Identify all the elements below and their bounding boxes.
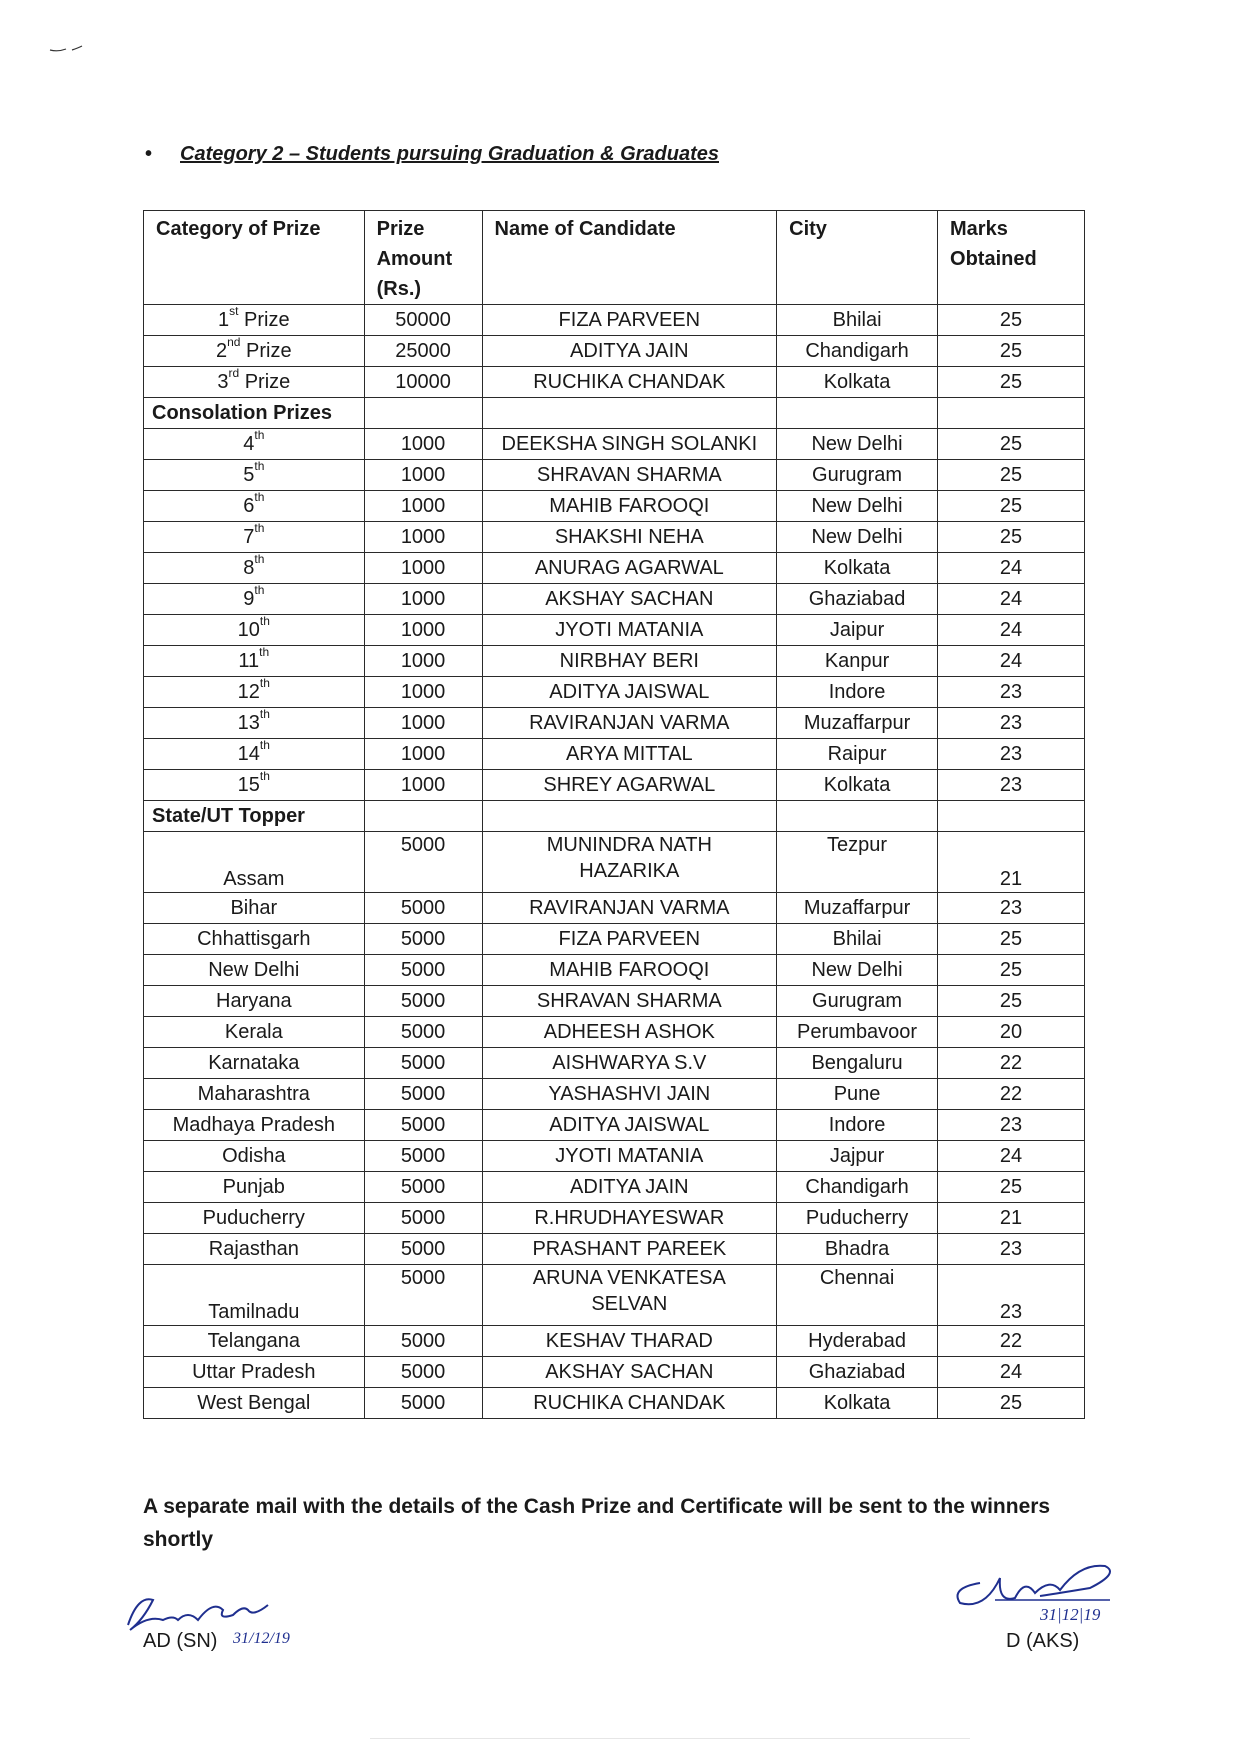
state-name: Chhattisgarh [144, 924, 365, 955]
prize-amount: 5000 [364, 1357, 482, 1388]
table-row [144, 708, 1085, 739]
prize-rank [144, 739, 365, 770]
rank-number: 13 [237, 712, 260, 734]
prize-rank [144, 522, 365, 553]
prize-amount: 1000 [364, 584, 482, 615]
prize-rank [144, 460, 365, 491]
candidate-name [482, 832, 777, 893]
prize-rank [144, 336, 365, 367]
candidate-name-line: SELVAN [591, 1293, 668, 1315]
candidate-name: SHRAVAN SHARMA [482, 986, 777, 1017]
marks: 20 [938, 1017, 1085, 1048]
rank-number: 4 [243, 433, 255, 455]
signature-right-label: D (AKS) [1006, 1630, 1080, 1652]
table-row [144, 739, 1085, 770]
state-name: Madhaya Pradesh [144, 1110, 365, 1141]
marks: 24 [938, 1357, 1085, 1388]
closing-note: A separate mail with the details of the Cash Prize and Certificate will be sent to the winners shortly [143, 1495, 1051, 1551]
candidate-name: MAHIB FAROOQI [482, 955, 777, 986]
candidate-name: SHRAVAN SHARMA [482, 460, 777, 491]
marks: 25 [938, 1388, 1085, 1419]
empty-cell [482, 801, 777, 832]
candidate-name: AISHWARYA S.V [482, 1048, 777, 1079]
city: Kolkata [777, 770, 938, 801]
candidate-name: ARYA MITTAL [482, 739, 777, 770]
city: Tezpur [777, 832, 938, 893]
table-row [144, 584, 1085, 615]
prize-amount: 5000 [364, 1110, 482, 1141]
table-body [144, 305, 1085, 1419]
prize-rank [144, 367, 365, 398]
city: Bhadra [777, 1234, 938, 1265]
prize-table [143, 210, 1085, 1419]
state-name: Uttar Pradesh [144, 1357, 365, 1388]
table-row [144, 460, 1085, 491]
city: New Delhi [777, 429, 938, 460]
state-name: Punjab [144, 1172, 365, 1203]
prize-amount: 50000 [364, 305, 482, 336]
rank-number: 3 [217, 371, 229, 393]
prize-rank [144, 708, 365, 739]
heading-text: Category 2 – Students pursuing Graduation & Graduates [180, 143, 719, 165]
table-row [144, 305, 1085, 336]
city: Gurugram [777, 986, 938, 1017]
section-label: State/UT Topper [144, 801, 365, 832]
marks: 25 [938, 986, 1085, 1017]
rank-suffix: th [259, 645, 270, 660]
rank-suffix: th [259, 614, 270, 629]
prize-amount: 5000 [364, 1079, 482, 1110]
marks: 23 [938, 1265, 1085, 1326]
signature-right [940, 1548, 1140, 1628]
rank-number: 11 [238, 650, 260, 672]
city: Puducherry [777, 1203, 938, 1234]
empty-cell [777, 398, 938, 429]
rank-suffix: th [259, 707, 270, 722]
marks: 25 [938, 460, 1085, 491]
table-row [144, 1048, 1085, 1079]
state-name: Telangana [144, 1326, 365, 1357]
prize-amount: 1000 [364, 677, 482, 708]
state-name: Odisha [144, 1141, 365, 1172]
city: New Delhi [777, 522, 938, 553]
city: New Delhi [777, 491, 938, 522]
marks: 25 [938, 367, 1085, 398]
candidate-name-line: HAZARIKA [579, 860, 680, 882]
state-name: Assam [144, 832, 365, 893]
rank-number: 6 [243, 495, 255, 517]
marks: 23 [938, 1234, 1085, 1265]
marks: 25 [938, 924, 1085, 955]
table-row [144, 832, 1085, 893]
candidate-name: RAVIRANJAN VARMA [482, 893, 777, 924]
prize-rank [144, 770, 365, 801]
candidate-name: DEEKSHA SINGH SOLANKI [482, 429, 777, 460]
rank-suffix: th [254, 428, 265, 443]
candidate-name: SHREY AGARWAL [482, 770, 777, 801]
state-header-row [144, 801, 1085, 832]
table-row [144, 336, 1085, 367]
city: Jajpur [777, 1141, 938, 1172]
table-row [144, 924, 1085, 955]
prize-rank [144, 491, 365, 522]
bullet: • [145, 143, 153, 165]
header-name: Name of Candidate [482, 211, 777, 305]
candidate-name: ANURAG AGARWAL [482, 553, 777, 584]
candidate-name-line: MUNINDRA NATH [546, 834, 712, 856]
city: Ghaziabad [777, 1357, 938, 1388]
table-row [144, 1388, 1085, 1419]
rank-number: 7 [243, 526, 255, 548]
rank-suffix: th [259, 676, 270, 691]
marks: 23 [938, 739, 1085, 770]
rank-suffix: th [254, 552, 265, 567]
rank-number: 9 [243, 588, 255, 610]
prize-amount: 1000 [364, 460, 482, 491]
candidate-name: RUCHIKA CHANDAK [482, 367, 777, 398]
state-name: Puducherry [144, 1203, 365, 1234]
marks: 21 [938, 832, 1085, 893]
state-name: Karnataka [144, 1048, 365, 1079]
candidate-name: SHAKSHI NEHA [482, 522, 777, 553]
rank-suffix: th [259, 769, 270, 784]
marks: 21 [938, 1203, 1085, 1234]
candidate-name: NIRBHAY BERI [482, 646, 777, 677]
prize-amount: 5000 [364, 1203, 482, 1234]
header-category: Category of Prize [144, 211, 365, 305]
prize-amount: 5000 [364, 1048, 482, 1079]
rank-label: Prize [239, 371, 291, 393]
prize-rank [144, 646, 365, 677]
marks: 23 [938, 677, 1085, 708]
prize-rank [144, 677, 365, 708]
table-row [144, 1357, 1085, 1388]
marks: 25 [938, 955, 1085, 986]
city: Indore [777, 1110, 938, 1141]
prize-amount: 1000 [364, 491, 482, 522]
city: Chandigarh [777, 1172, 938, 1203]
empty-cell [938, 398, 1085, 429]
rank-suffix: th [259, 738, 270, 753]
city: Perumbavoor [777, 1017, 938, 1048]
prize-amount: 5000 [364, 955, 482, 986]
rank-suffix: st [229, 304, 239, 319]
marks: 25 [938, 522, 1085, 553]
marks: 25 [938, 491, 1085, 522]
rank-suffix: th [254, 583, 265, 598]
prize-amount: 1000 [364, 553, 482, 584]
candidate-name: FIZA PARVEEN [482, 924, 777, 955]
marks: 22 [938, 1079, 1085, 1110]
rank-number: 10 [237, 619, 260, 641]
city: Bhilai [777, 305, 938, 336]
empty-cell [482, 398, 777, 429]
empty-cell [364, 398, 482, 429]
section-label: Consolation Prizes [144, 398, 365, 429]
candidate-name: JYOTI MATANIA [482, 1141, 777, 1172]
candidate-name: RUCHIKA CHANDAK [482, 1388, 777, 1419]
rank-number: 14 [237, 743, 260, 765]
city: Chennai [777, 1265, 938, 1326]
state-name: Rajasthan [144, 1234, 365, 1265]
city: New Delhi [777, 955, 938, 986]
prize-amount: 5000 [364, 1172, 482, 1203]
city: Gurugram [777, 460, 938, 491]
rank-number: 1 [218, 309, 230, 331]
rank-number: 12 [237, 681, 260, 703]
rank-number: 15 [237, 774, 260, 796]
table-row [144, 615, 1085, 646]
candidate-name: RAVIRANJAN VARMA [482, 708, 777, 739]
candidate-name-line: ARUNA VENKATESA [532, 1267, 726, 1289]
prize-amount: 5000 [364, 1388, 482, 1419]
rank-suffix: th [254, 459, 265, 474]
prize-amount: 1000 [364, 615, 482, 646]
table-row [144, 893, 1085, 924]
table-row [144, 1017, 1085, 1048]
table-row [144, 1326, 1085, 1357]
table-row [144, 1265, 1085, 1326]
city: Chandigarh [777, 336, 938, 367]
candidate-name: KESHAV THARAD [482, 1326, 777, 1357]
candidate-name: AKSHAY SACHAN [482, 1357, 777, 1388]
prize-amount: 1000 [364, 739, 482, 770]
state-name: Haryana [144, 986, 365, 1017]
consolation-header-row [144, 398, 1085, 429]
candidate-name: JYOTI MATANIA [482, 615, 777, 646]
marks: 25 [938, 336, 1085, 367]
header-row [144, 211, 1085, 305]
city: Muzaffarpur [777, 708, 938, 739]
city: Bhilai [777, 924, 938, 955]
header-amount: Prize Amount (Rs.) [364, 211, 482, 305]
marks: 24 [938, 1141, 1085, 1172]
marks: 24 [938, 646, 1085, 677]
candidate-name: ADITYA JAISWAL [482, 1110, 777, 1141]
table-row [144, 1141, 1085, 1172]
state-name: Maharashtra [144, 1079, 365, 1110]
prize-amount: 10000 [364, 367, 482, 398]
candidate-name: ADITYA JAIN [482, 1172, 777, 1203]
marks: 23 [938, 893, 1085, 924]
city: Raipur [777, 739, 938, 770]
header-city: City [777, 211, 938, 305]
prize-amount: 1000 [364, 429, 482, 460]
prize-amount: 1000 [364, 646, 482, 677]
city: Kolkata [777, 367, 938, 398]
table-row [144, 522, 1085, 553]
rank-label: Prize [240, 340, 292, 362]
table-row [144, 1110, 1085, 1141]
table-row [144, 1203, 1085, 1234]
city: Pune [777, 1079, 938, 1110]
pen-mark [48, 38, 118, 58]
marks: 25 [938, 1172, 1085, 1203]
table-row [144, 553, 1085, 584]
table-row [144, 986, 1085, 1017]
table-row [144, 429, 1085, 460]
rank-suffix: th [254, 490, 265, 505]
rank-label: Prize [238, 309, 290, 331]
prize-rank [144, 584, 365, 615]
candidate-name: ADHEESH ASHOK [482, 1017, 777, 1048]
city: Muzaffarpur [777, 893, 938, 924]
marks: 25 [938, 429, 1085, 460]
marks: 22 [938, 1048, 1085, 1079]
table-row [144, 367, 1085, 398]
prize-amount: 1000 [364, 522, 482, 553]
table-row [144, 1234, 1085, 1265]
category-heading [145, 143, 719, 166]
candidate-name: AKSHAY SACHAN [482, 584, 777, 615]
prize-amount: 5000 [364, 1326, 482, 1357]
prize-amount: 5000 [364, 986, 482, 1017]
city: Kolkata [777, 1388, 938, 1419]
marks: 23 [938, 708, 1085, 739]
state-name: West Bengal [144, 1388, 365, 1419]
prize-rank [144, 615, 365, 646]
marks: 25 [938, 305, 1085, 336]
candidate-name: MAHIB FAROOQI [482, 491, 777, 522]
scan-artifact [370, 1738, 970, 1739]
prize-amount: 5000 [364, 924, 482, 955]
empty-cell [938, 801, 1085, 832]
city: Jaipur [777, 615, 938, 646]
prize-amount: 5000 [364, 1265, 482, 1326]
rank-number: 2 [216, 340, 228, 362]
prize-rank [144, 429, 365, 460]
marks: 22 [938, 1326, 1085, 1357]
prize-amount: 5000 [364, 893, 482, 924]
prize-amount: 25000 [364, 336, 482, 367]
marks: 24 [938, 553, 1085, 584]
prize-rank [144, 553, 365, 584]
rank-number: 8 [243, 557, 255, 579]
rank-number: 5 [243, 464, 255, 486]
candidate-name: PRASHANT PAREEK [482, 1234, 777, 1265]
city: Indore [777, 677, 938, 708]
empty-cell [364, 801, 482, 832]
table-row [144, 491, 1085, 522]
prize-amount: 5000 [364, 832, 482, 893]
state-name: Bihar [144, 893, 365, 924]
state-name: Tamilnadu [144, 1265, 365, 1326]
city: Hyderabad [777, 1326, 938, 1357]
marks: 24 [938, 584, 1085, 615]
rank-suffix: th [254, 521, 265, 536]
table-row [144, 646, 1085, 677]
candidate-name: FIZA PARVEEN [482, 305, 777, 336]
signature-right-date: 31|12|19 [1040, 1605, 1101, 1624]
marks: 23 [938, 770, 1085, 801]
state-name: Kerala [144, 1017, 365, 1048]
signature-left-date: 31/12/19 [233, 1630, 290, 1645]
candidate-name: ADITYA JAIN [482, 336, 777, 367]
candidate-name [482, 1265, 777, 1326]
city: Bengaluru [777, 1048, 938, 1079]
rank-suffix: rd [228, 366, 240, 381]
rank-suffix: nd [227, 335, 241, 350]
candidate-name: YASHASHVI JAIN [482, 1079, 777, 1110]
candidate-name: R.HRUDHAYESWAR [482, 1203, 777, 1234]
prize-amount: 1000 [364, 770, 482, 801]
table-row [144, 677, 1085, 708]
table-row [144, 1172, 1085, 1203]
prize-amount: 5000 [364, 1141, 482, 1172]
candidate-name: ADITYA JAISWAL [482, 677, 777, 708]
signature-left-label: AD (SN) [143, 1630, 218, 1652]
city: Kanpur [777, 646, 938, 677]
city: Kolkata [777, 553, 938, 584]
state-name: New Delhi [144, 955, 365, 986]
prize-amount: 5000 [364, 1234, 482, 1265]
table-row [144, 1079, 1085, 1110]
prize-amount: 5000 [364, 1017, 482, 1048]
city: Ghaziabad [777, 584, 938, 615]
prize-amount: 1000 [364, 708, 482, 739]
table-row [144, 955, 1085, 986]
empty-cell [777, 801, 938, 832]
header-marks: Marks Obtained [938, 211, 1085, 305]
table-row [144, 770, 1085, 801]
marks: 24 [938, 615, 1085, 646]
prize-rank [144, 305, 365, 336]
marks: 23 [938, 1110, 1085, 1141]
